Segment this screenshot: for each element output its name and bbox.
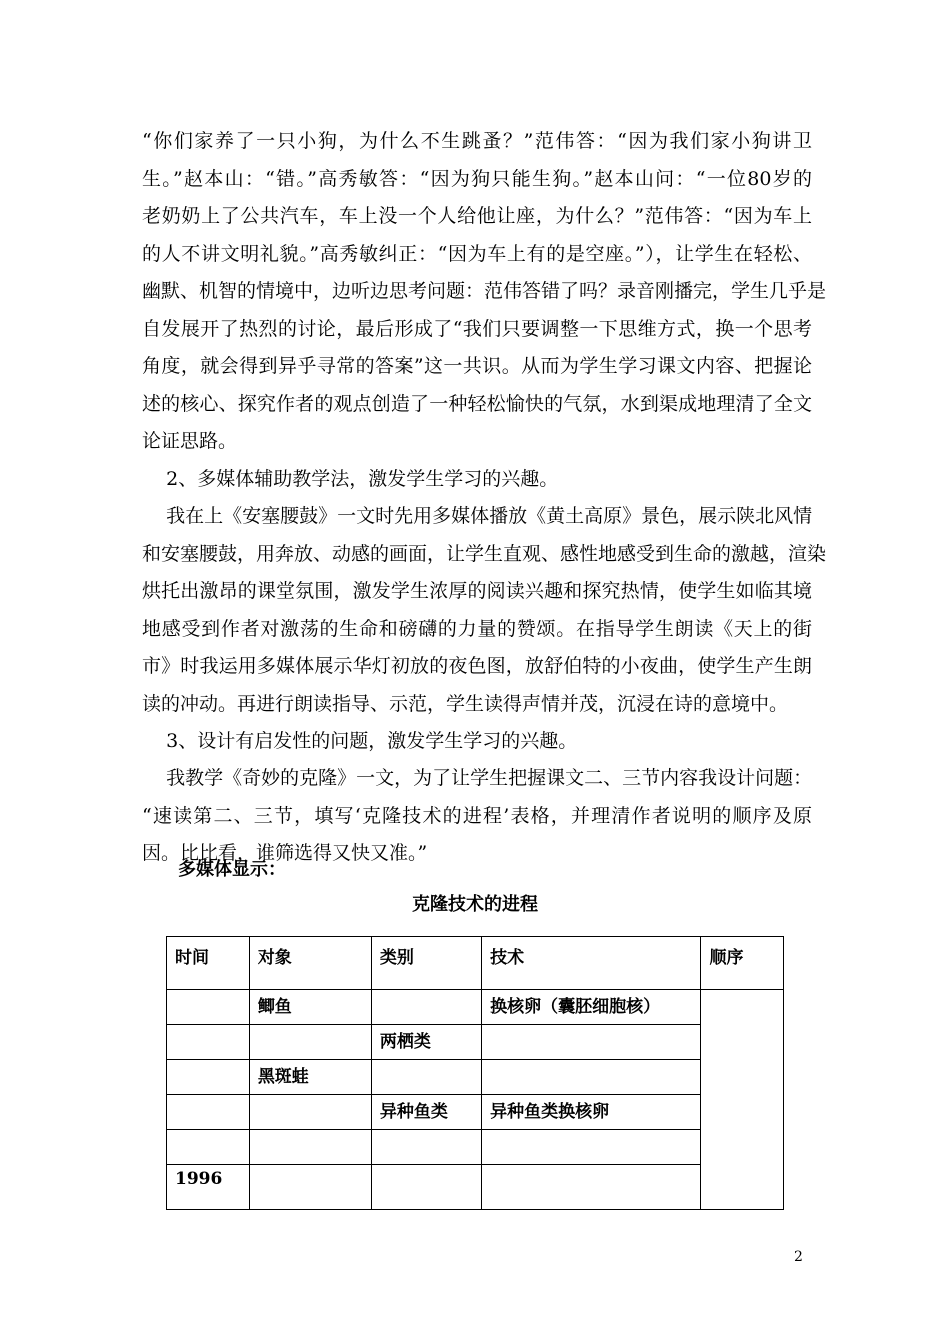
table-cell[interactable]: [371, 1060, 481, 1095]
table-row: [167, 990, 784, 1025]
text-line: 的人不讲文明礼貌。”高秀敏纠正：“因为车上有的是空座。”），让学生在轻松、: [142, 242, 812, 265]
order-cell[interactable]: [701, 990, 784, 1210]
header-order: 顺序: [701, 937, 784, 990]
table-cell[interactable]: [482, 1165, 701, 1210]
table-cell[interactable]: [167, 990, 250, 1025]
table-cell[interactable]: [482, 1025, 701, 1060]
table-row: [167, 1130, 784, 1165]
table-cell[interactable]: [249, 1130, 371, 1165]
header-category: 类别: [371, 937, 481, 990]
table-cell[interactable]: [371, 1165, 481, 1210]
text-line: “速读第二、三节，填写‘克隆技术的进程’表格，并理清作者说明的顺序及原: [142, 804, 812, 827]
text-line: 生。”赵本山：“错。”高秀敏答：“因为狗只能生狗。”赵本山问：“一位80岁的: [142, 167, 812, 190]
table-header-row: [167, 937, 784, 990]
text-line: 角度，就会得到异乎寻常的答案”这一共识。从而为学生学习课文内容、把握论: [142, 355, 812, 377]
table-cell[interactable]: [249, 1165, 371, 1210]
table-row: [167, 1060, 784, 1095]
table-cell[interactable]: [167, 1060, 250, 1095]
text-line: 因。比比看，谁筛选得又快又准。”: [142, 842, 428, 864]
text-line: 2、多媒体辅助教学法，激发学生学习的兴趣。: [142, 468, 559, 490]
table-row: [167, 1095, 784, 1130]
table-cell[interactable]: 黑斑蛙: [249, 1060, 371, 1095]
table-cell[interactable]: [482, 1060, 701, 1095]
text-line: 读的冲动。再进行朗读指导、示范，学生读得声情并茂，沉浸在诗的意境中。: [142, 692, 789, 715]
text-line: 自发展开了热烈的讨论，最后形成了“我们只要调整一下思维方式，换一个思考: [142, 317, 812, 340]
paragraph-skit-discussion: [142, 123, 827, 461]
table-cell[interactable]: [167, 1130, 250, 1165]
section-heading-multimedia: [142, 461, 812, 499]
table-cell[interactable]: [249, 1095, 371, 1130]
cloning-progress-table: [166, 936, 784, 1210]
text-line: 市》时我运用多媒体展示华灯初放的夜色图，放舒伯特的小夜曲，使学生产生朗: [142, 655, 812, 677]
table-cell[interactable]: 鲫鱼: [249, 990, 371, 1025]
table-row: [167, 1025, 784, 1060]
table-cell[interactable]: [482, 1130, 701, 1165]
table-cell[interactable]: [167, 1095, 250, 1130]
text-line: 我教学《奇妙的克隆》一文，为了让学生把握课文二、三节内容我设计问题：: [142, 767, 813, 789]
text-line: 地感受到作者对激荡的生命和磅礴的力量的赞颂。在指导学生朗读《天上的街: [142, 617, 812, 640]
header-time: 时间: [167, 937, 250, 990]
table-row: [167, 1165, 784, 1210]
text-line: 述的核心、探究作者的观点创造了一种轻松愉快的气氛，水到渠成地理清了全文: [142, 392, 812, 415]
text-line: 老奶奶上了公共汽车，车上没一个人给他让座，为什么？”范伟答：“因为车上: [142, 205, 812, 227]
text-line: 我在上《安塞腰鼓》一文时先用多媒体播放《黄土高原》景色，展示陕北风情: [142, 505, 813, 527]
table-cell[interactable]: 异种鱼类换核卵: [482, 1095, 701, 1130]
header-object: 对象: [249, 937, 371, 990]
table-cell[interactable]: [371, 1130, 481, 1165]
text-line: 论证思路。: [142, 430, 238, 452]
media-label: 多媒体显示：: [178, 859, 286, 880]
paragraph-multimedia-example: [142, 498, 827, 723]
table-cell[interactable]: 1996: [167, 1165, 250, 1210]
table-cell[interactable]: [249, 1025, 371, 1060]
text-line: “你们家养了一只小狗，为什么不生跳蚤？”范伟答：“因为我们家小狗讲卫: [142, 130, 812, 152]
table-cell[interactable]: 异种鱼类: [371, 1095, 481, 1130]
table-cell[interactable]: 两栖类: [371, 1025, 481, 1060]
table-title: 克隆技术的进程: [412, 894, 538, 915]
text-line: 幽默、机智的情境中，边听边思考问题：范伟答错了吗？录音刚播完，学生几乎是: [142, 280, 827, 302]
text-line: 3、设计有启发性的问题，激发学生学习的兴趣。: [142, 730, 578, 752]
page-number: 2: [794, 1249, 803, 1265]
header-technique: 技术: [482, 937, 701, 990]
table-cell[interactable]: [371, 990, 481, 1025]
table-cell[interactable]: [167, 1025, 250, 1060]
table-cell[interactable]: 换核卵（囊胚细胞核）: [482, 990, 701, 1025]
text-line: 和安塞腰鼓，用奔放、动感的画面，让学生直观、感性地感受到生命的激越，渲染: [142, 542, 827, 565]
section-heading-questions: [142, 723, 812, 761]
text-line: 烘托出激昂的课堂氛围，激发学生浓厚的阅读兴趣和探究热情，使学生如临其境: [142, 580, 812, 602]
